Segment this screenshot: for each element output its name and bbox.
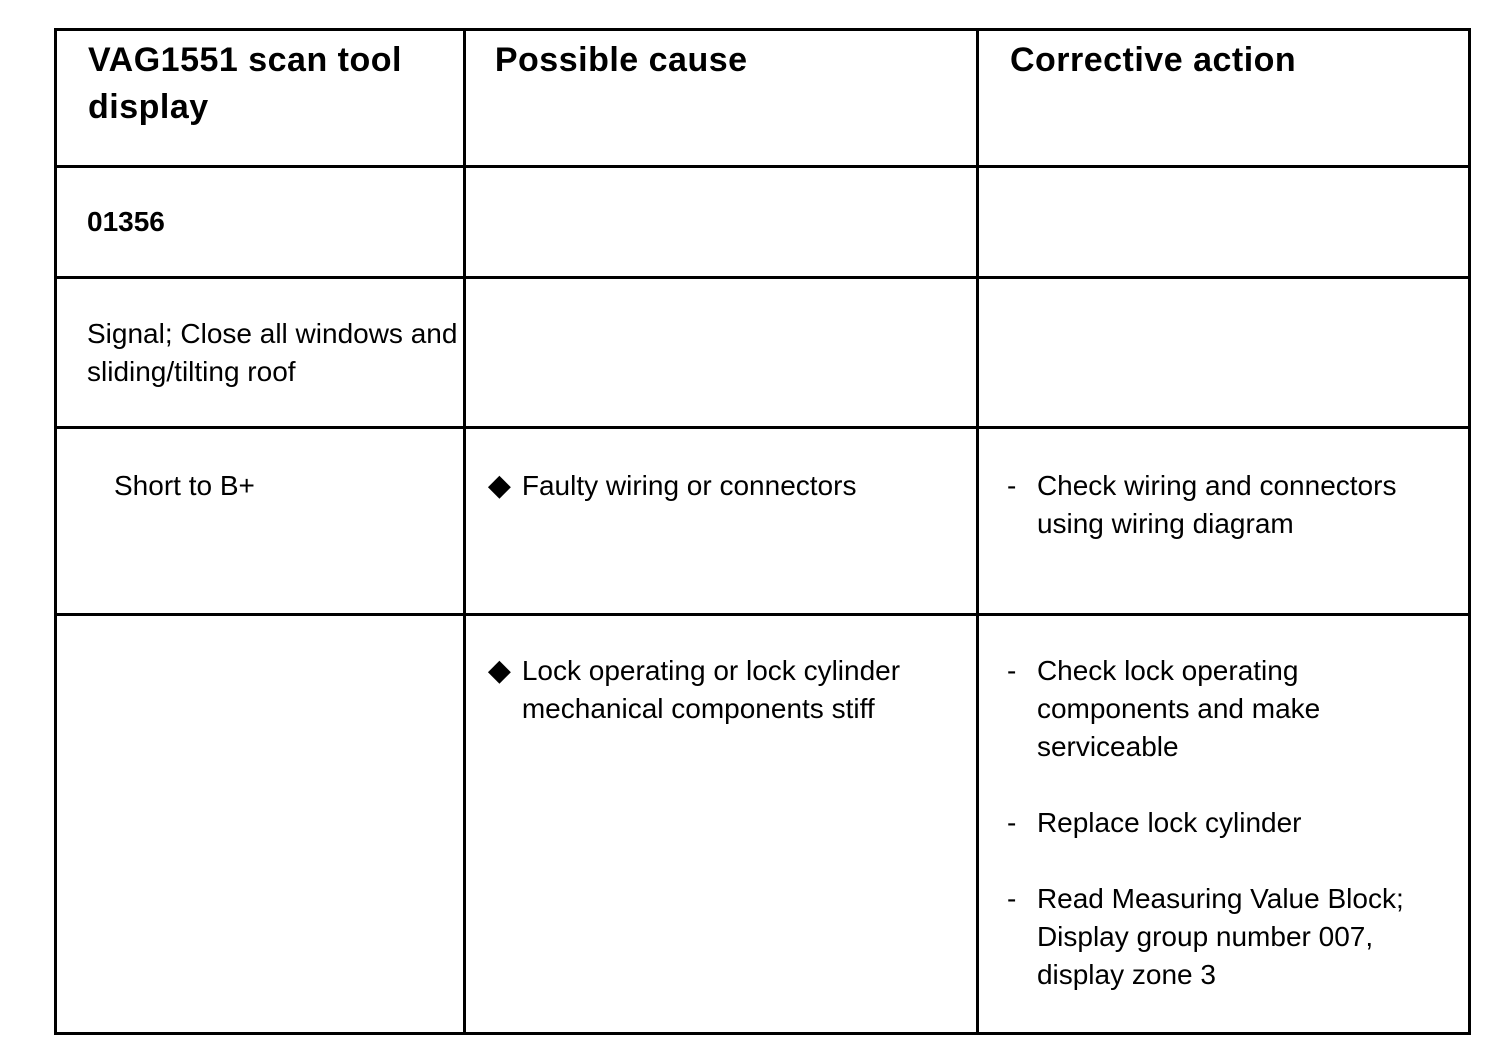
action-text: Check lock operating components and make serviceable: [1036, 655, 1321, 762]
cause-item: [466, 429, 976, 505]
diagnostic-table: [54, 28, 1471, 1035]
action-item: [1007, 804, 1448, 842]
action-cell: [977, 428, 1469, 615]
fault-code-row: [56, 167, 1470, 278]
action-list: [979, 616, 1468, 994]
cause-cell: [464, 428, 977, 615]
dash-bullet: -: [1006, 470, 1017, 501]
header-cell-cause: [464, 30, 977, 167]
cause-item: [466, 616, 976, 728]
display-text: [57, 616, 463, 654]
header-display-label: VAG1551 scan tool display: [88, 41, 402, 126]
header-cell-action: [977, 30, 1469, 167]
empty-cell: [464, 278, 977, 428]
action-text: Replace lock cylinder: [1036, 807, 1302, 838]
dash-bullet: -: [1006, 883, 1017, 914]
cause-text: Faulty wiring or connectors: [521, 470, 857, 501]
action-item: [1007, 880, 1448, 994]
header-cell-display: [56, 30, 465, 167]
action-text: Check wiring and connectors using wiring diagram: [1036, 470, 1397, 539]
header-row: [56, 30, 1470, 167]
signal-cell: [56, 278, 465, 428]
action-item: [1007, 467, 1448, 543]
display-cell: [56, 615, 465, 1034]
diamond-bullet-icon: ◆: [487, 469, 511, 502]
header-action-label: Corrective action: [1009, 41, 1297, 79]
dash-bullet: -: [1006, 655, 1017, 686]
signal-text: Signal; Close all windows and sliding/tilting roof: [87, 318, 458, 387]
table-row: [56, 428, 1470, 615]
empty-cell: [977, 278, 1469, 428]
action-list: [979, 429, 1468, 543]
signal-row: [56, 278, 1470, 428]
cause-text: Lock operating or lock cylinder mechanical components stiff: [521, 655, 901, 724]
dash-bullet: -: [1006, 807, 1017, 838]
action-text: Read Measuring Value Block; Display group number 007, display zone 3: [1036, 883, 1404, 990]
action-item: [1007, 652, 1448, 766]
fault-code: 01356: [87, 206, 165, 237]
empty-cell: [464, 167, 977, 278]
display-cell: [56, 428, 465, 615]
cause-cell: [464, 615, 977, 1034]
diamond-bullet-icon: ◆: [487, 654, 511, 687]
fault-code-cell: [56, 167, 465, 278]
display-text: Short to B+: [114, 470, 255, 501]
header-cause-label: Possible cause: [494, 41, 748, 79]
empty-cell: [977, 167, 1469, 278]
table-row: [56, 615, 1470, 1034]
action-cell: [977, 615, 1469, 1034]
